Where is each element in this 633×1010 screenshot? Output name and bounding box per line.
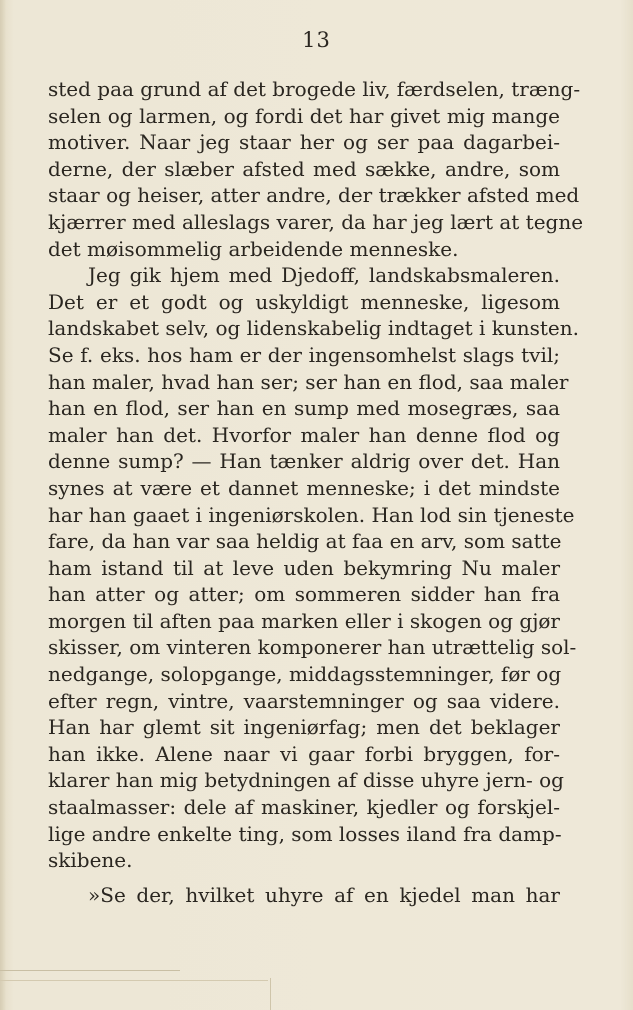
text-line: sted paa grund af det brogede liv, færdselen, træng- (48, 77, 581, 101)
paragraph-gap (48, 874, 560, 882)
paragraph-3 (48, 882, 560, 909)
text-line: det møisommelig arbeidende menneske. (48, 236, 459, 261)
text-line: kjærrer med alleslags varer, da har jeg lært at tegne (48, 209, 584, 234)
text-line: derne, der slæber afsted med sække, andre, som (48, 156, 560, 181)
text-line: skibene. (48, 848, 133, 873)
text-line: Det er et godt og uskyldigt menneske, ligesom (48, 289, 560, 314)
text-line: han ikke. Alene naar vi gaar forbi bryggen, for- (48, 741, 560, 766)
text-line: landskabet selv, og lidenskabelig indtaget i kunsten. (48, 316, 579, 341)
text-line: fare, da han var saa heldig at faa en arv, som satte (48, 529, 562, 554)
text-line: han en flod, ser han en sump med mosegræs, saa (48, 396, 560, 421)
text-line: staar og heiser, atter andre, der trækker afsted med (48, 183, 580, 208)
text-line: Se f. eks. hos ham er der ingensomhelst slags tvil; (48, 342, 560, 367)
text-line: selen og larmen, og fordi det har givet mig mange (48, 103, 560, 128)
text-line: denne sump? — Han tænker aldrig over det. Han (48, 449, 560, 474)
page-corner-mark (262, 978, 271, 1010)
text-line: ham istand til at leve uden bekymring Nu maler (48, 555, 560, 580)
text-line: har han gaaet i ingeniørskolen. Han lod sin tjeneste (48, 502, 575, 527)
text-line: staalmasser: dele af maskiner, kjedler og forskjel- (48, 795, 560, 820)
text-line: motiver. Naar jeg staar her og ser paa dagarbei- (48, 130, 560, 155)
text-line: lige andre enkelte ting, som losses iland fra damp- (48, 821, 562, 846)
page-number: 13 (302, 28, 331, 52)
text-line: synes at være et dannet menneske; i det mindste (48, 475, 560, 500)
text-line: morgen til aften paa marken eller i skogen og gjør (48, 608, 560, 633)
paragraph-2 (48, 262, 579, 874)
text-line: Han har glemt sit ingeniørfag; men det beklager (48, 715, 560, 740)
text-line: klarer han mig betydningen af disse uhyre jern- og (48, 768, 564, 793)
text-line: han maler, hvad han ser; ser han en flod, saa maler (48, 369, 569, 394)
text-line: maler han det. Hvorfor maler han denne flod og (48, 422, 560, 447)
text-line: skisser, om vinteren komponerer han utrættelig sol- (48, 635, 577, 660)
text-line: han atter og atter; om sommeren sidder han fra (48, 582, 560, 607)
spine-shadow (0, 0, 6, 1010)
text-line: »Se der, hvilket uhyre af en kjedel man har (88, 882, 560, 907)
paragraph-1 (48, 76, 584, 262)
page-edge-line (0, 970, 180, 971)
text-line: Jeg gik hjem med Djedoff, landskabsmaleren. (88, 263, 560, 288)
text-line: efter regn, vintre, vaarstemninger og saa videre. (48, 688, 560, 713)
page-edge-line (0, 980, 268, 981)
text-line: nedgange, solopgange, middagsstemninger, før og (48, 662, 562, 687)
body-text (48, 76, 584, 908)
